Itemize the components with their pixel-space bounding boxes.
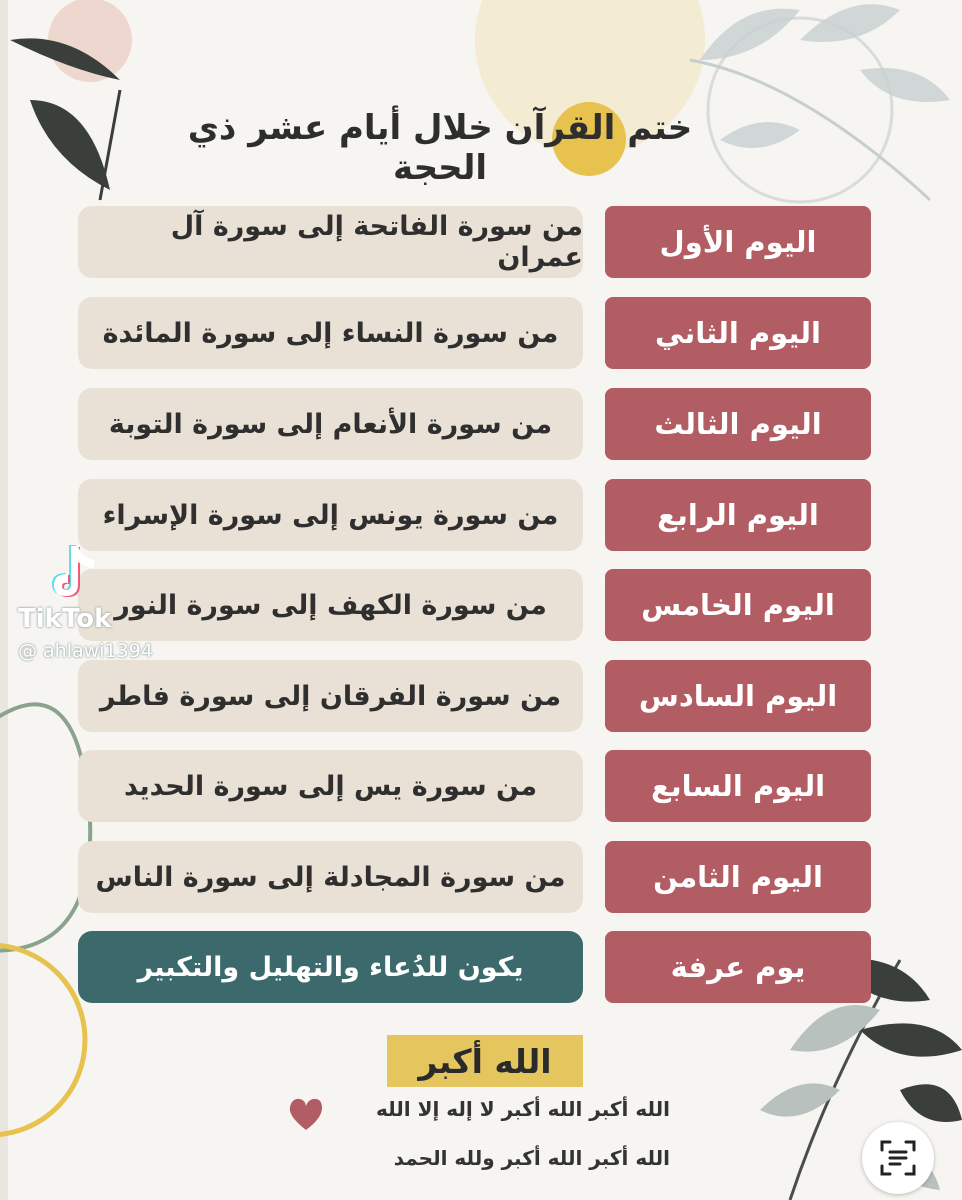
day-label: اليوم الرابع <box>605 479 871 551</box>
title-word-khatm: ختم <box>627 108 693 148</box>
schedule-row <box>0 479 962 553</box>
day-label: اليوم الثالث <box>605 388 871 460</box>
day-label: يوم عرفة <box>605 931 871 1003</box>
schedule-row <box>0 660 962 734</box>
surah-range: من سورة الفرقان إلى سورة فاطر <box>78 660 583 732</box>
tiktok-watermark-brand: TikTok <box>18 604 112 634</box>
schedule-row <box>0 206 962 280</box>
surah-range: من سورة الفاتحة إلى سورة آل عمران <box>78 206 583 278</box>
takbir-heading: الله أكبر <box>387 1035 583 1087</box>
day-label: اليوم السابع <box>605 750 871 822</box>
surah-range: من سورة النساء إلى سورة المائدة <box>78 297 583 369</box>
day-label: اليوم الأول <box>605 206 871 278</box>
scan-text-icon <box>878 1138 918 1178</box>
surah-range: من سورة يس إلى سورة الحديد <box>78 750 583 822</box>
surah-range: من سورة يونس إلى سورة الإسراء <box>78 479 583 551</box>
schedule-row <box>0 569 962 643</box>
tiktok-logo-icon <box>40 538 110 608</box>
arafa-description: يكون للدُعاء والتهليل والتكبير <box>78 931 583 1003</box>
day-label: اليوم السادس <box>605 660 871 732</box>
page-title <box>140 108 740 188</box>
schedule-row <box>0 841 962 915</box>
surah-range: من سورة المجادلة إلى سورة الناس <box>78 841 583 913</box>
schedule-row <box>0 750 962 824</box>
schedule-row <box>0 388 962 462</box>
takbir-line-1: الله أكبر الله أكبر لا إله إلا الله <box>375 1097 670 1121</box>
scan-text-button[interactable] <box>862 1122 934 1194</box>
day-label: اليوم الثاني <box>605 297 871 369</box>
tiktok-watermark-user: @ ahlawi1394 <box>18 640 153 662</box>
surah-range: من سورة الكهف إلى سورة النور <box>78 569 583 641</box>
title-rest: خلال أيام عشر ذي الحجة <box>187 108 493 188</box>
surah-range: من سورة الأنعام إلى سورة التوبة <box>78 388 583 460</box>
day-label: اليوم الخامس <box>605 569 871 641</box>
takbir-line-2: الله أكبر الله أكبر ولله الحمد <box>393 1146 670 1170</box>
schedule-row-arafa <box>0 931 962 1005</box>
day-label: اليوم الثامن <box>605 841 871 913</box>
title-word-quran: القرآن <box>504 108 616 148</box>
schedule-row <box>0 297 962 371</box>
